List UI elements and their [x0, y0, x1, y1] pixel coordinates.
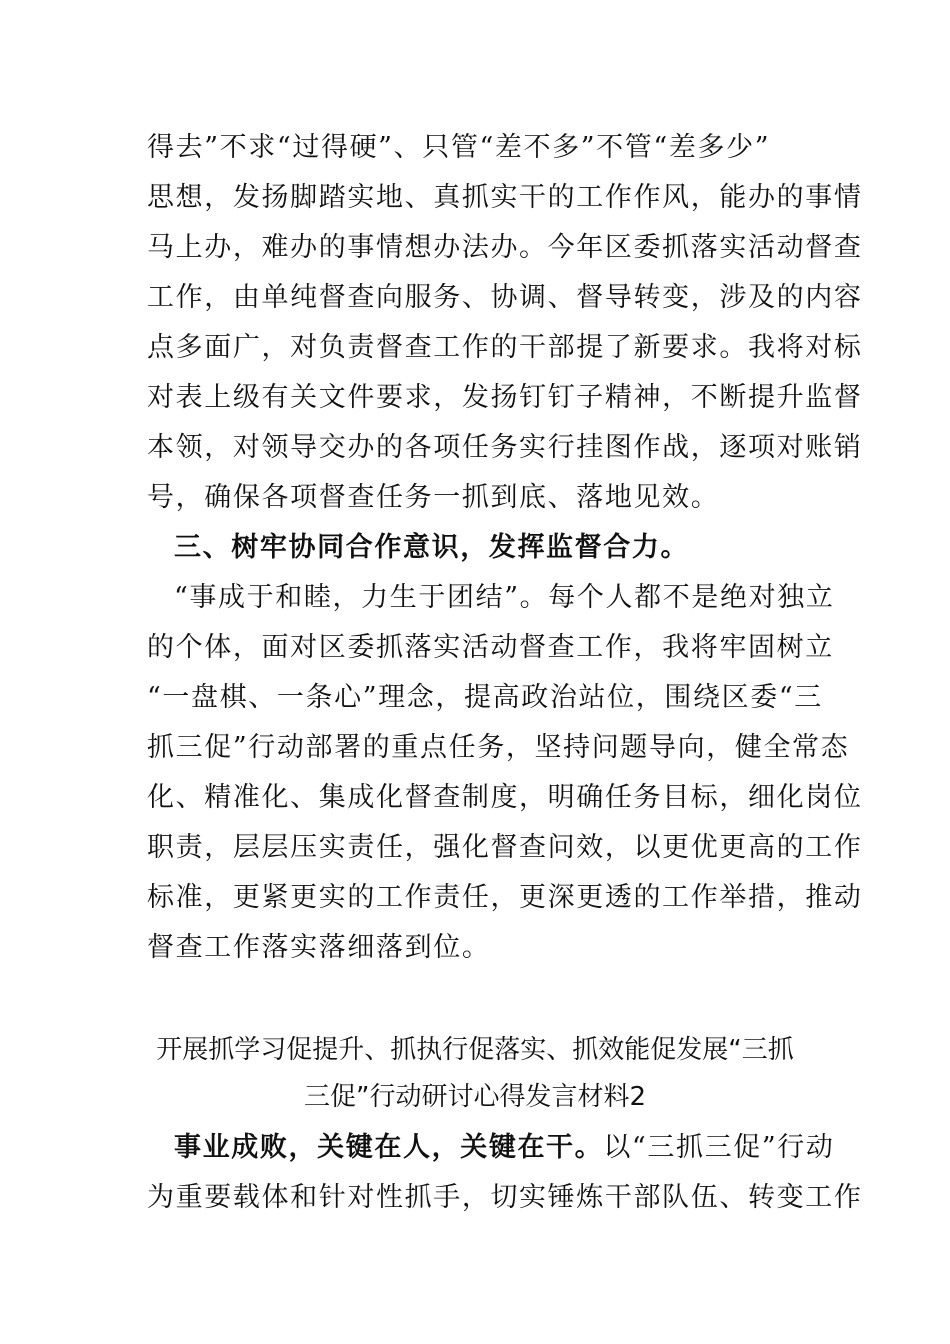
paragraph-line: 抓三促”行动部署的重点任务，坚持问题导向，健全常态 [147, 732, 850, 763]
article-title-line: 三促”行动研讨心得发言材料2 [303, 1082, 646, 1112]
paragraph-line: 对表上级有关文件要求，发扬钉钉子精神，不断提升监督 [147, 382, 863, 413]
paragraph-line: 标准，更紧更实的工作责任，更深更透的工作举措，推动 [147, 882, 863, 913]
paragraph-line: “事成于和睦，力生于团结”。每个人都不是绝对独立 [174, 582, 835, 613]
paragraph-line: 为重要载体和针对性抓手，切实锤炼干部队伍、转变工作 [147, 1182, 863, 1213]
paragraph-line: 本领，对领导交办的各项任务实行挂图作战，逐项对账销 [147, 432, 863, 463]
section-heading: 三、树牢协同合作意识，发挥监督合力。 [174, 532, 690, 563]
paragraph-line: 化、精准化、集成化督查制度，明确任务目标，细化岗位 [147, 782, 863, 813]
paragraph-line: 点多面广，对负责督查工作的干部提了新要求。我将对标 [147, 332, 863, 363]
article-title-line: 开展抓学习促提升、抓执行促落实、抓效能促发展“三抓 [156, 1035, 794, 1065]
paragraph-line: 号，确保各项督查任务一抓到底、落地见效。 [147, 482, 720, 513]
paragraph-line: 的个体，面对区委抓落实活动督查工作，我将牢固树立 [147, 632, 834, 663]
intro-line [174, 1128, 835, 1168]
intro-rest-text: 以“三抓三促”行动 [603, 1132, 835, 1163]
paragraph-line: 工作，由单纯督查向服务、协调、督导转变，涉及的内容 [147, 282, 863, 313]
paragraph-line: 得去”不求“过得硬”、只管“差不多”不管“差多少” [147, 132, 771, 163]
intro-bold-text: 事业成败，关键在人，关键在干。 [174, 1132, 604, 1163]
paragraph-line: 督查工作落实落细落到位。 [147, 932, 491, 963]
paragraph-line: 思想，发扬脚踏实地、真抓实干的工作作风，能办的事情 [147, 182, 863, 213]
paragraph-line: “一盘棋、一条心”理念，提高政治站位，围绕区委“三 [147, 682, 823, 713]
paragraph-line: 马上办，难办的事情想办法办。今年区委抓落实活动督查 [147, 232, 863, 263]
paragraph-line: 职责，层层压实责任，强化督查问效，以更优更高的工作 [147, 832, 863, 863]
